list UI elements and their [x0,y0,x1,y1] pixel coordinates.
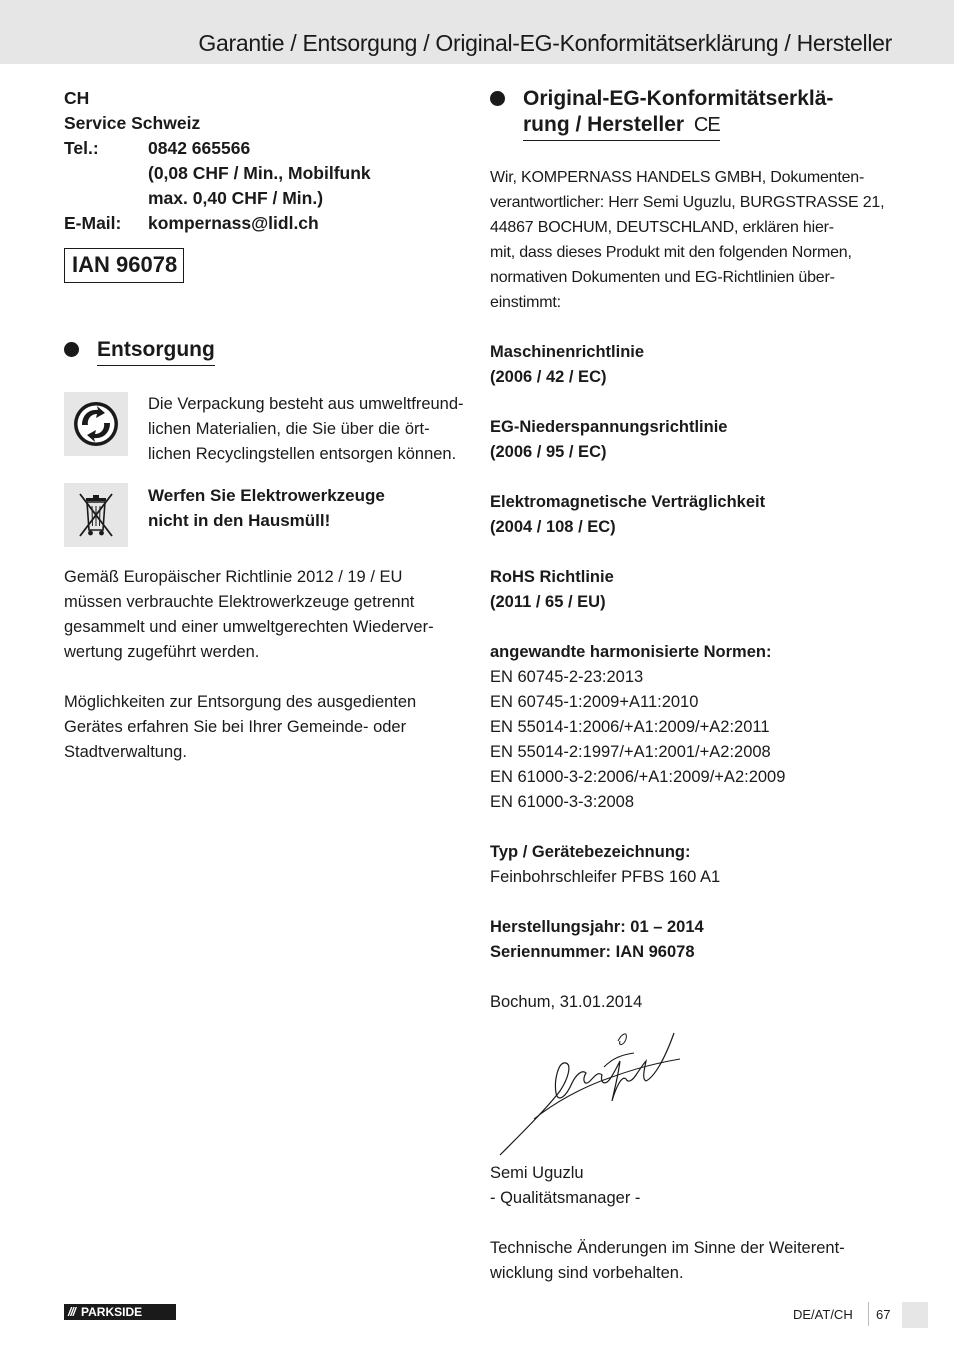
type-block [490,840,900,890]
header-bar [0,0,954,64]
left-column [64,86,464,765]
bullet-icon [64,342,79,357]
signer-title: - Qualitätsmanager - [490,1189,641,1207]
contact-email-row [64,211,464,236]
warning-line: nicht in den Hausmüll! [148,511,331,530]
disposal-info-paragraph [64,690,464,765]
contact-block [64,86,464,236]
norm-item: EN 55014-2:1997/+A1:2001/+A2:2008 [490,743,771,761]
norm-item: EN 61000-3-2:2006/+A1:2009/+A2:2009 [490,768,786,786]
packaging-line: Die Verpackung besteht aus umweltfreund- [148,395,464,413]
contact-country: CH [64,88,90,108]
intro-line: verantwortlicher: Herr Semi Uguzlu, BURGSTRASSE 21, [490,194,885,211]
norm-item: EN 60745-1:2009+A11:2010 [490,693,699,711]
packaging-line: lichen Materialien, die Sie über die ört- [148,420,430,438]
para-line: Stadtverwaltung. [64,743,187,761]
tel-line: 0842 665566 [148,138,251,158]
signature-icon [494,1021,694,1161]
email-label: E-Mail: [64,213,122,233]
directive-paragraph [64,565,464,665]
page-number: 67 [876,1307,891,1322]
norm-item: EN 60745-2-23:2013 [490,668,644,686]
directive-code: (2006 / 42 / EC) [490,368,607,386]
para-line: gesammelt und einer umweltgerechten Wiederver- [64,618,434,636]
intro-text [490,165,900,315]
directive-name: Maschinenrichtlinie [490,343,645,361]
directive-block [490,415,900,465]
production-block [490,915,900,965]
page-tab-marker [902,1302,928,1328]
bullet-icon [490,91,505,106]
contact-tel-row [64,136,464,211]
logo-text: PARKSIDE [81,1305,143,1319]
para-line: wertung zugeführt werden. [64,643,260,661]
ian-box: IAN 96078 [64,248,184,283]
intro-line: mit, dass dieses Produkt mit den folgenden Normen, [490,244,852,261]
norms-heading: angewandte harmonisierte Normen: [490,643,772,661]
entsorgung-heading [64,337,464,366]
heading-line: rung / Hersteller [523,113,685,136]
production-year: Herstellungsjahr: 01 – 2014 [490,918,704,936]
disclaimer-line: wicklung sind vorbehalten. [490,1264,684,1282]
page-title: Garantie / Entsorgung / Original-EG-Konformitätserklärung / Hersteller [198,30,892,56]
intro-line: 44867 BOCHUM, DEUTSCHLAND, erklären hier- [490,219,834,236]
heading-line: Original-EG-Konformitätserklä- [523,87,834,110]
norm-item: EN 55014-1:2006/+A1:2009/+A2:2011 [490,718,770,736]
signer-name: Semi Uguzlu [490,1164,584,1182]
disclaimer-line: Technische Änderungen im Sinne der Weiterent- [490,1239,845,1257]
logo-slashes: /// [68,1305,76,1319]
tel-value [148,136,464,211]
norms-block [490,640,900,815]
directive-code: (2004 / 108 / EC) [490,518,616,536]
packaging-row [64,392,464,467]
para-line: Gemäß Europäischer Richtlinie 2012 / 19 / EU [64,568,403,586]
footer-divider [868,1302,869,1326]
signer-block [490,1161,900,1211]
para-line: Gerätes erfahren Sie bei Ihrer Gemeinde- oder [64,718,407,736]
tel-line: max. 0,40 CHF / Min.) [148,188,324,208]
para-line: müssen verbrauchte Elektrowerkzeuge getrennt [64,593,415,611]
warning-line: Werfen Sie Elektrowerkzeuge [148,486,385,505]
type-heading: Typ / Gerätebezeichnung: [490,843,691,861]
entsorgung-heading-text: Entsorgung [97,337,215,366]
footer-region: DE/AT/CH [793,1307,853,1322]
bin-warning-text [148,483,385,533]
intro-line: einstimmt: [490,294,561,311]
crossed-out-wheelie-bin-icon [64,483,128,547]
email-value[interactable]: kompernass@lidl.ch [148,213,319,233]
directive-name: RoHS Richtlinie [490,568,614,586]
directive-name: EG-Niederspannungsrichtlinie [490,418,728,436]
konformitaet-heading-text [523,86,833,141]
parkside-logo [64,1304,176,1320]
directive-code: (2006 / 95 / EC) [490,443,607,461]
para-line: Möglichkeiten zur Entsorgung des ausgedienten [64,693,417,711]
intro-line: Wir, KOMPERNASS HANDELS GMBH, Dokumenten- [490,169,865,186]
place-date: Bochum, 31.01.2014 [490,993,643,1011]
directive-name: Elektromagnetische Verträglichkeit [490,493,766,511]
tel-label: Tel.: [64,138,99,158]
right-column [490,86,900,1286]
heading-line-underlined [523,112,720,141]
disclaimer [490,1236,900,1286]
directive-block [490,490,900,540]
tel-line: (0,08 CHF / Min., Mobilfunk [148,163,371,183]
green-dot-recycling-icon [64,392,128,456]
konformitaet-heading [490,86,900,141]
norm-item: EN 61000-3-3:2008 [490,793,635,811]
intro-line: normativen Dokumenten und EG-Richtlinien über- [490,269,835,286]
directive-block [490,340,900,390]
bin-row [64,483,464,547]
ce-mark-icon: CE [693,114,720,136]
serial-number: Seriennummer: IAN 96078 [490,943,695,961]
directive-code: (2011 / 65 / EU) [490,593,606,611]
packaging-line: lichen Recyclingstellen entsorgen können. [148,445,457,463]
packaging-text [148,392,464,467]
type-value: Feinbohrschleifer PFBS 160 A1 [490,868,721,886]
directive-block [490,565,900,615]
contact-service: Service Schweiz [64,113,201,133]
